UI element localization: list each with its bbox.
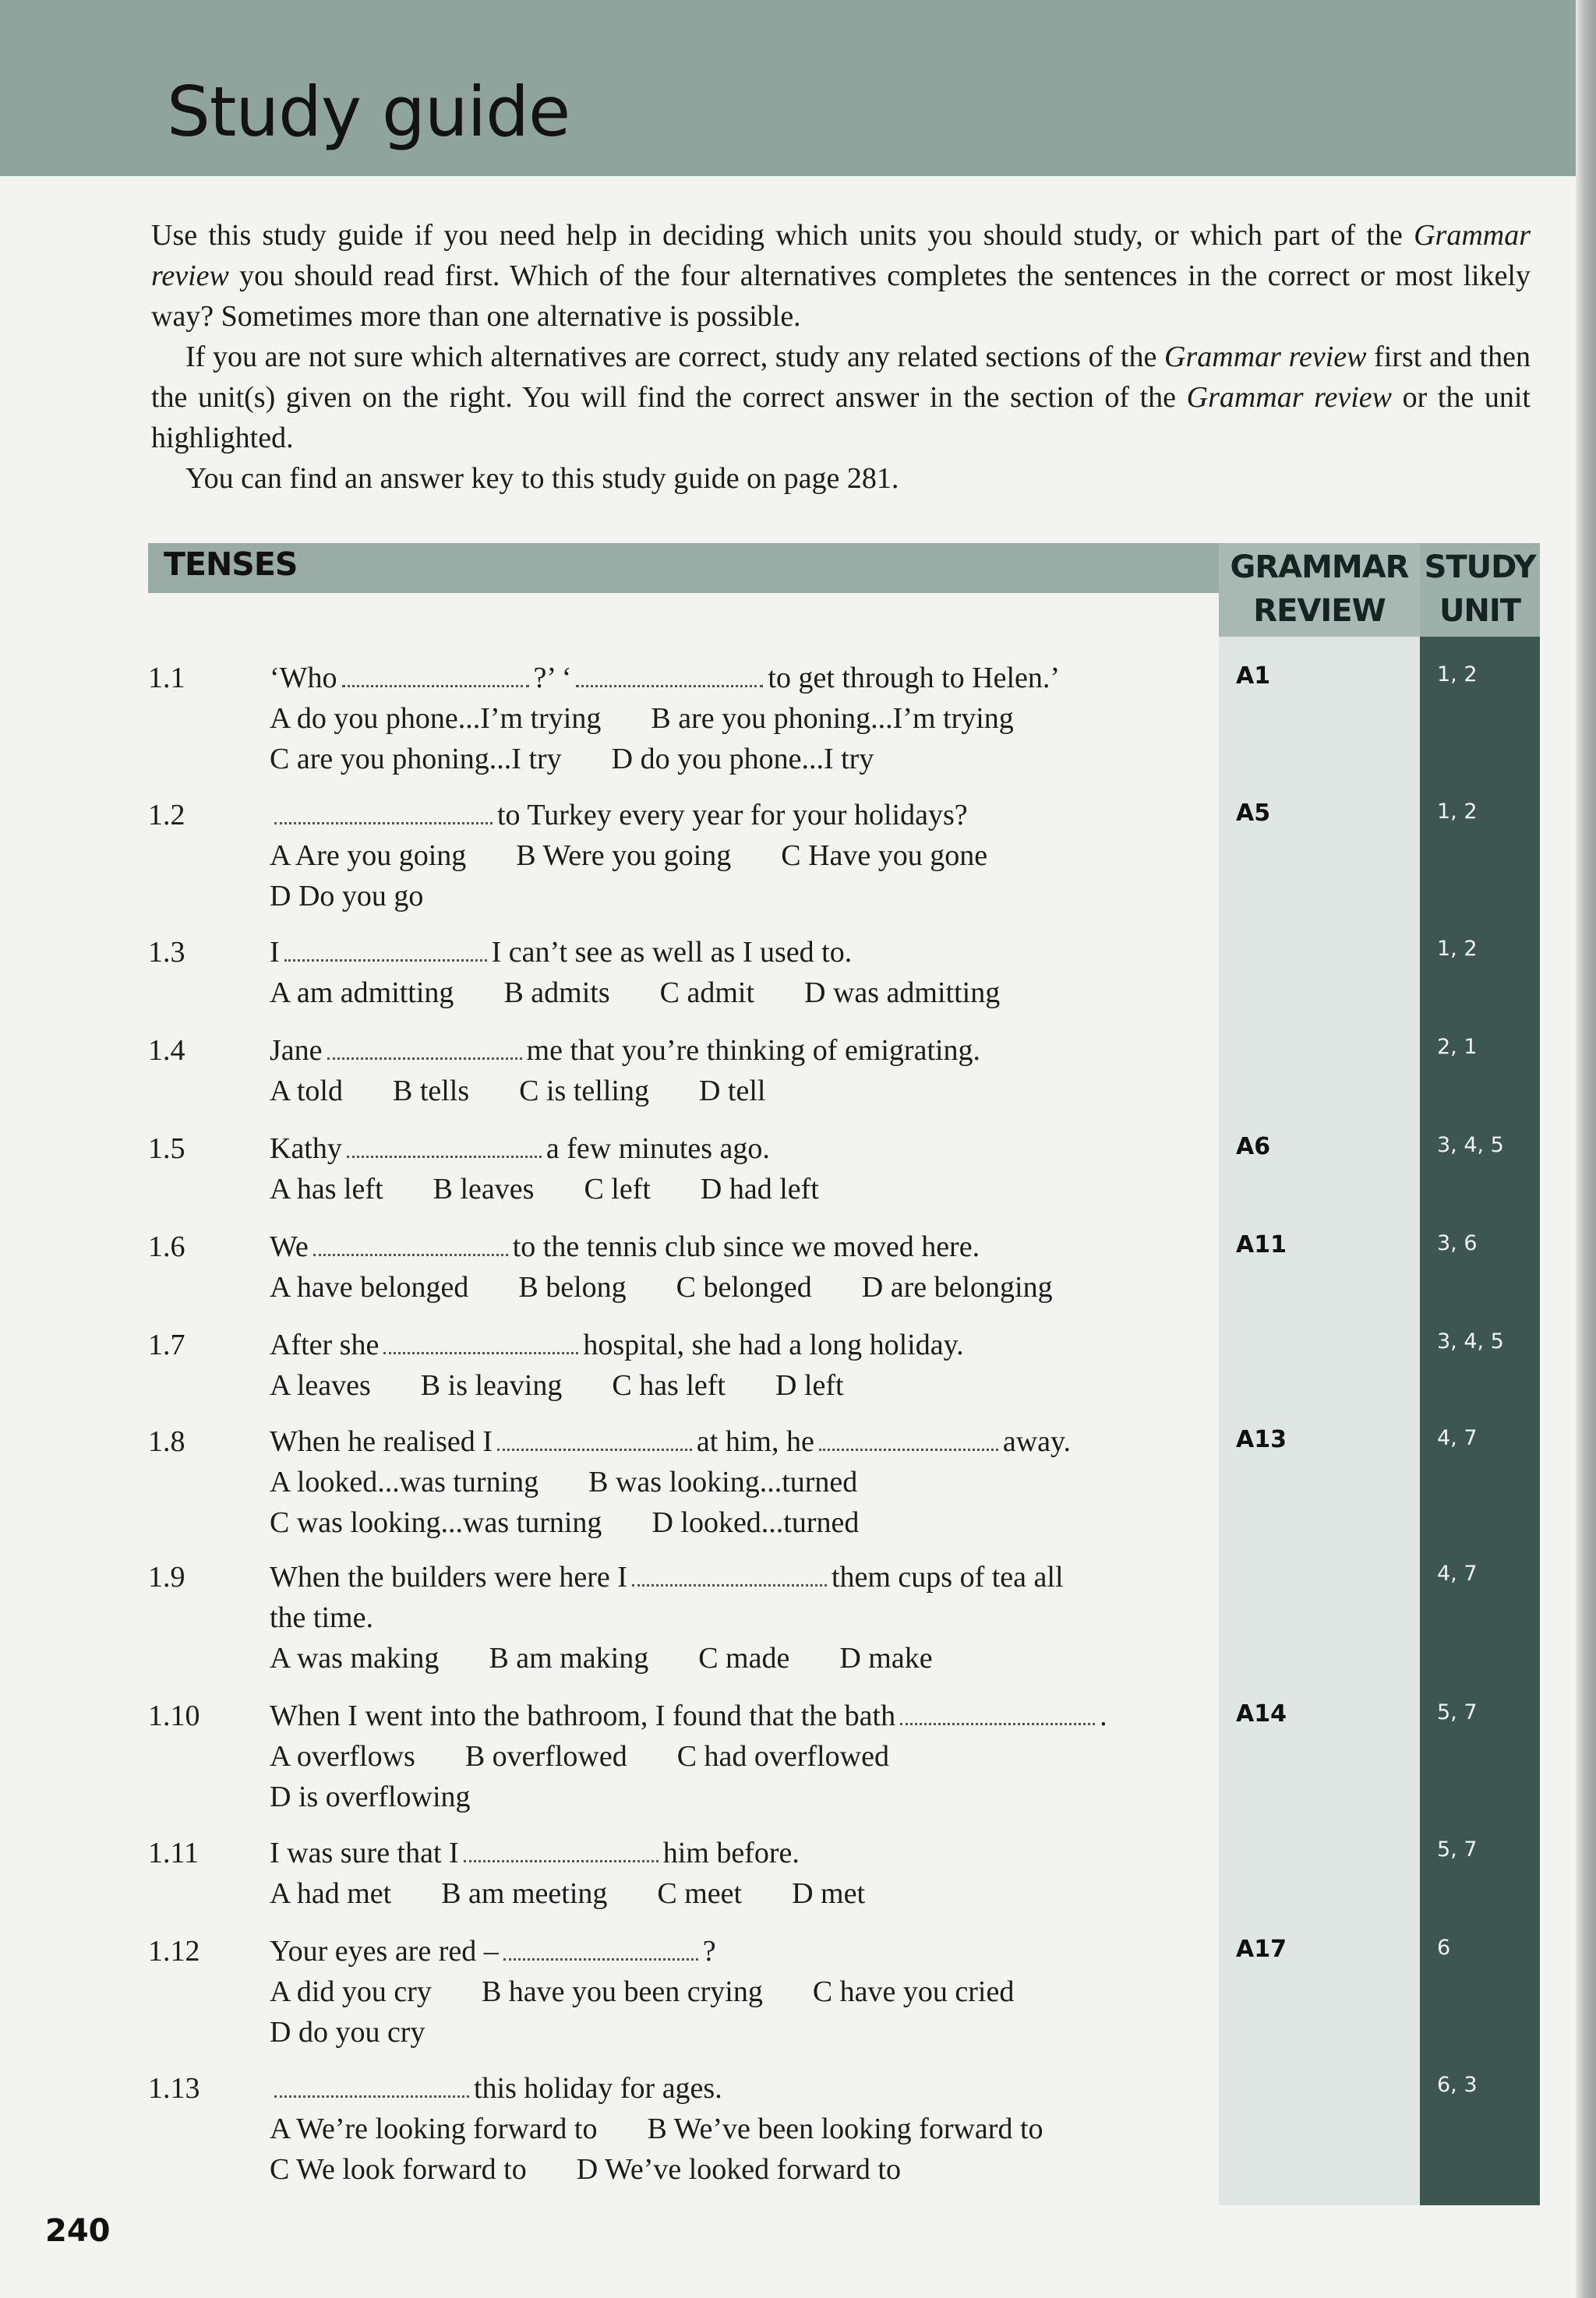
options-line (270, 876, 1189, 916)
stem-text: him before. (662, 1837, 800, 1869)
question-stem (270, 2068, 1189, 2109)
stem-text: to the tennis club since we moved here. (512, 1230, 980, 1263)
options-line (270, 739, 1189, 779)
heading-line: REVIEW (1253, 593, 1386, 629)
question-number: 1.10 (148, 1700, 200, 1732)
stem-text: me that you’re thinking of emigrating. (526, 1034, 981, 1067)
question-number: 1.12 (148, 1935, 200, 1968)
intro-paragraph-2 (151, 337, 1531, 458)
options-line (270, 2109, 1189, 2149)
answer-option: A looked...was turning (270, 1466, 539, 1498)
question-stem (270, 1833, 1189, 1873)
answer-option: A was making (270, 1642, 440, 1675)
answer-option: C belonged (676, 1271, 812, 1304)
grammar-review-ref: A6 (1236, 1133, 1271, 1160)
options-line (270, 1971, 1189, 2012)
stem-text: ?’ ‘ (533, 662, 572, 694)
stem-text: When the builders were here I (270, 1561, 627, 1594)
question-row (0, 1696, 1559, 1813)
intro-italic-run: Grammar review (1186, 381, 1393, 414)
question-body (270, 1227, 1189, 1308)
intro-italic-run: Grammar review (1164, 341, 1367, 373)
question-number: 1.5 (148, 1132, 185, 1165)
question-row (0, 1227, 1559, 1304)
stem-text: them cups of tea all (831, 1561, 1064, 1594)
answer-option: D had left (700, 1173, 819, 1205)
question-body (270, 2068, 1189, 2190)
intro-text-run: you should read first. Which of the four alternatives completes the sentences in the correct or most likely way? Sometimes more than one alternative is possible. (151, 259, 1531, 333)
options-line (270, 2012, 1189, 2053)
stem-continuation: the time. (270, 1601, 373, 1634)
question-stem (270, 1030, 1189, 1071)
answer-gap (503, 1935, 698, 1961)
answer-option: C are you phoning...I try (270, 743, 562, 775)
answer-option: A had met (270, 1877, 392, 1910)
grammar-review-ref: A1 (1236, 662, 1271, 690)
answer-gap (819, 1425, 998, 1451)
options-line (270, 1736, 1189, 1777)
answer-option: C has left (612, 1369, 726, 1402)
grammar-review-ref: A5 (1236, 800, 1271, 827)
intro-text-run: Use this study guide if you need help in deciding which units you should study, or which part of the (151, 219, 1414, 252)
answer-gap (327, 1034, 522, 1060)
question-body (270, 1833, 1189, 1914)
heading-line: GRAMMAR (1230, 549, 1409, 585)
intro-text-run: If you are not sure which alternatives are correct, study any related sections of the (185, 341, 1165, 373)
question-number: 1.9 (148, 1561, 185, 1594)
options-line (270, 1873, 1189, 1914)
grammar-review-ref: A11 (1236, 1231, 1287, 1258)
grammar-review-heading (1219, 545, 1420, 633)
stem-text: I can’t see as well as I used to. (491, 936, 853, 969)
options-line (270, 835, 1189, 876)
study-unit-ref: 4, 7 (1437, 1562, 1478, 1586)
intro-text-run: or the unit highlighted. (151, 381, 1531, 454)
answer-option: B am making (489, 1642, 649, 1675)
answer-option: D make (839, 1642, 933, 1675)
question-row (0, 932, 1559, 1009)
answer-option: B Were you going (516, 839, 732, 872)
answer-option: D looked...turned (651, 1506, 860, 1539)
answer-option: B leaves (433, 1173, 535, 1205)
answer-option: D Do you go (270, 880, 424, 912)
stem-text: When I went into the bathroom, I found that the bath (270, 1700, 896, 1732)
answer-option: D do you phone...I try (611, 743, 874, 775)
question-body (270, 1325, 1189, 1406)
answer-option: B belong (518, 1271, 627, 1304)
answer-option: A am admitting (270, 976, 454, 1009)
question-body (270, 658, 1189, 779)
stem-text: Jane (270, 1034, 323, 1067)
answer-gap (347, 1132, 542, 1158)
answer-option: C is telling (519, 1075, 649, 1107)
answer-gap (274, 799, 493, 824)
question-body (270, 932, 1189, 1013)
answer-option: D We’ve looked forward to (576, 2153, 901, 2186)
question-stem (270, 1325, 1189, 1365)
answer-option: D are belonging (861, 1271, 1053, 1304)
answer-gap (632, 1561, 827, 1587)
stem-text: ‘Who (270, 662, 337, 694)
stem-text: to Turkey every year for your holidays? (497, 799, 968, 831)
question-row (0, 1931, 1559, 2049)
options-line (270, 1071, 1189, 1111)
options-line (270, 1777, 1189, 1817)
section-title: TENSES (164, 545, 298, 583)
answer-option: B is leaving (420, 1369, 563, 1402)
answer-option: A did you cry (270, 1975, 432, 2008)
answer-option: B admits (503, 976, 610, 1009)
question-stem (270, 1227, 1189, 1267)
intro-paragraph-3: You can find an answer key to this study guide on page 281. (185, 462, 899, 495)
page-title: Study guide (167, 72, 570, 152)
stem-text: away. (1002, 1425, 1072, 1458)
options-line (270, 698, 1189, 739)
question-stem (270, 795, 1189, 835)
question-row (0, 2068, 1559, 2186)
answer-option: A leaves (270, 1369, 371, 1402)
answer-option: C admit (659, 976, 755, 1009)
answer-option: D tell (698, 1075, 766, 1107)
options-line (270, 1502, 1189, 1543)
question-number: 1.7 (148, 1329, 185, 1361)
answer-option: A has left (270, 1173, 383, 1205)
question-row (0, 1833, 1559, 1910)
stem-text: I was sure that I (270, 1837, 459, 1869)
page-edge-shadow (1576, 0, 1596, 2298)
question-row (0, 658, 1559, 775)
answer-gap (576, 662, 763, 687)
options-line (270, 1169, 1189, 1209)
answer-gap (900, 1700, 1095, 1725)
answer-option: D left (775, 1369, 844, 1402)
answer-option: A do you phone...I’m trying (270, 702, 602, 735)
page-number: 240 (45, 2213, 111, 2249)
options-line (270, 2149, 1189, 2190)
stem-text: . (1100, 1700, 1107, 1732)
question-stem (270, 932, 1189, 973)
answer-option: C Have you gone (781, 839, 988, 872)
question-stem (270, 1128, 1189, 1169)
question-number: 1.3 (148, 936, 185, 969)
answer-option: C meet (657, 1877, 743, 1910)
stem-text: ? (702, 1935, 716, 1968)
study-unit-ref: 3, 6 (1437, 1231, 1478, 1255)
answer-option: C left (584, 1173, 651, 1205)
study-unit-ref: 3, 4, 5 (1437, 1133, 1504, 1157)
stem-text: at him, he (696, 1425, 814, 1458)
study-unit-ref: 6 (1437, 1936, 1451, 1960)
answer-option: C We look forward to (270, 2153, 527, 2186)
answer-option: A Are you going (270, 839, 467, 872)
section-header-bar (148, 543, 1219, 593)
options-line (270, 973, 1189, 1013)
answer-option: B was looking...turned (588, 1466, 858, 1498)
stem-text: After she (270, 1329, 380, 1361)
question-body (270, 1421, 1189, 1543)
answer-gap (497, 1425, 692, 1451)
answer-option: A overflows (270, 1740, 415, 1773)
answer-option: B overflowed (464, 1740, 627, 1773)
study-unit-ref: 1, 2 (1437, 662, 1478, 687)
question-stem (270, 1696, 1189, 1736)
answer-gap (342, 662, 529, 687)
answer-option: B are you phoning...I’m trying (651, 702, 1014, 735)
answer-option: C was looking...was turning (270, 1506, 602, 1539)
stem-text: I (270, 936, 280, 969)
intro-paragraph-1 (151, 215, 1531, 337)
question-body (270, 1931, 1189, 2053)
answer-gap (464, 1837, 659, 1862)
question-number: 1.6 (148, 1230, 185, 1263)
question-body (270, 1128, 1189, 1209)
question-stem (270, 1421, 1189, 1462)
answer-gap (284, 936, 487, 962)
question-number: 1.1 (148, 662, 185, 694)
question-row (0, 1421, 1559, 1539)
options-line (270, 1462, 1189, 1502)
answer-option: A told (270, 1075, 343, 1107)
answer-option: C had overflowed (676, 1740, 889, 1773)
question-row (0, 795, 1559, 912)
answer-option: D met (792, 1877, 866, 1910)
answer-option: B am meeting (441, 1877, 608, 1910)
answer-option: C made (698, 1642, 790, 1675)
study-unit-ref: 5, 7 (1437, 1700, 1478, 1724)
stem-text: Your eyes are red – (270, 1935, 499, 1968)
heading-line: UNIT (1439, 593, 1521, 629)
heading-line: STUDY (1424, 549, 1536, 585)
question-number: 1.13 (148, 2072, 200, 2105)
stem-text: a few minutes ago. (546, 1132, 770, 1165)
question-body (270, 1696, 1189, 1817)
question-body (270, 1557, 1189, 1678)
study-unit-ref: 1, 2 (1437, 937, 1478, 961)
question-body (270, 1030, 1189, 1111)
grammar-review-ref: A17 (1236, 1936, 1287, 1963)
answer-gap (313, 1230, 508, 1256)
question-number: 1.8 (148, 1425, 185, 1458)
answer-option: C have you cried (812, 1975, 1015, 2008)
answer-option: D do you cry (270, 2016, 425, 2049)
study-unit-ref: 1, 2 (1437, 800, 1478, 824)
answer-option: A have belonged (270, 1271, 469, 1304)
answer-gap (383, 1329, 578, 1354)
study-unit-ref: 3, 4, 5 (1437, 1329, 1504, 1354)
intro-italic-run: Grammar review (151, 219, 1531, 292)
question-number: 1.11 (148, 1837, 200, 1869)
stem-text: When he realised I (270, 1425, 493, 1458)
study-unit-ref: 4, 7 (1437, 1426, 1478, 1450)
options-line (270, 1365, 1189, 1406)
question-number: 1.4 (148, 1034, 185, 1067)
study-unit-heading (1420, 545, 1540, 633)
stem-text: this holiday for ages. (474, 2072, 722, 2105)
question-body (270, 795, 1189, 916)
grammar-review-ref: A14 (1236, 1700, 1287, 1728)
answer-option: D was admitting (804, 976, 1001, 1009)
answer-gap (274, 2072, 469, 2098)
question-stem (270, 658, 1189, 698)
stem-text: We (270, 1230, 309, 1263)
stem-text: hospital, she had a long holiday. (583, 1329, 964, 1361)
question-row (0, 1030, 1559, 1107)
stem-text: Kathy (270, 1132, 342, 1165)
grammar-review-ref: A13 (1236, 1426, 1287, 1453)
question-stem (270, 1931, 1189, 1971)
question-row (0, 1128, 1559, 1205)
study-unit-ref: 5, 7 (1437, 1837, 1478, 1862)
answer-option: B have you been crying (481, 1975, 763, 2008)
study-unit-ref: 2, 1 (1437, 1035, 1478, 1059)
answer-option: D is overflowing (270, 1781, 471, 1813)
intro-text-run: first and then the unit(s) given on the right. You will find the correct answer in the section of the (151, 341, 1531, 414)
answer-option: B tells (392, 1075, 470, 1107)
study-unit-ref: 6, 3 (1437, 2073, 1478, 2097)
question-row (0, 1325, 1559, 1402)
intro-text (151, 215, 1531, 499)
question-row (0, 1557, 1559, 1675)
answer-option: A We’re looking forward to (270, 2113, 598, 2145)
title-band (0, 0, 1576, 176)
question-stem (270, 1557, 1189, 1597)
answer-option: B We’ve been looking forward to (647, 2113, 1043, 2145)
options-line (270, 1638, 1189, 1678)
stem-text: to get through to Helen.’ (768, 662, 1061, 694)
options-line (270, 1267, 1189, 1308)
question-number: 1.2 (148, 799, 185, 831)
